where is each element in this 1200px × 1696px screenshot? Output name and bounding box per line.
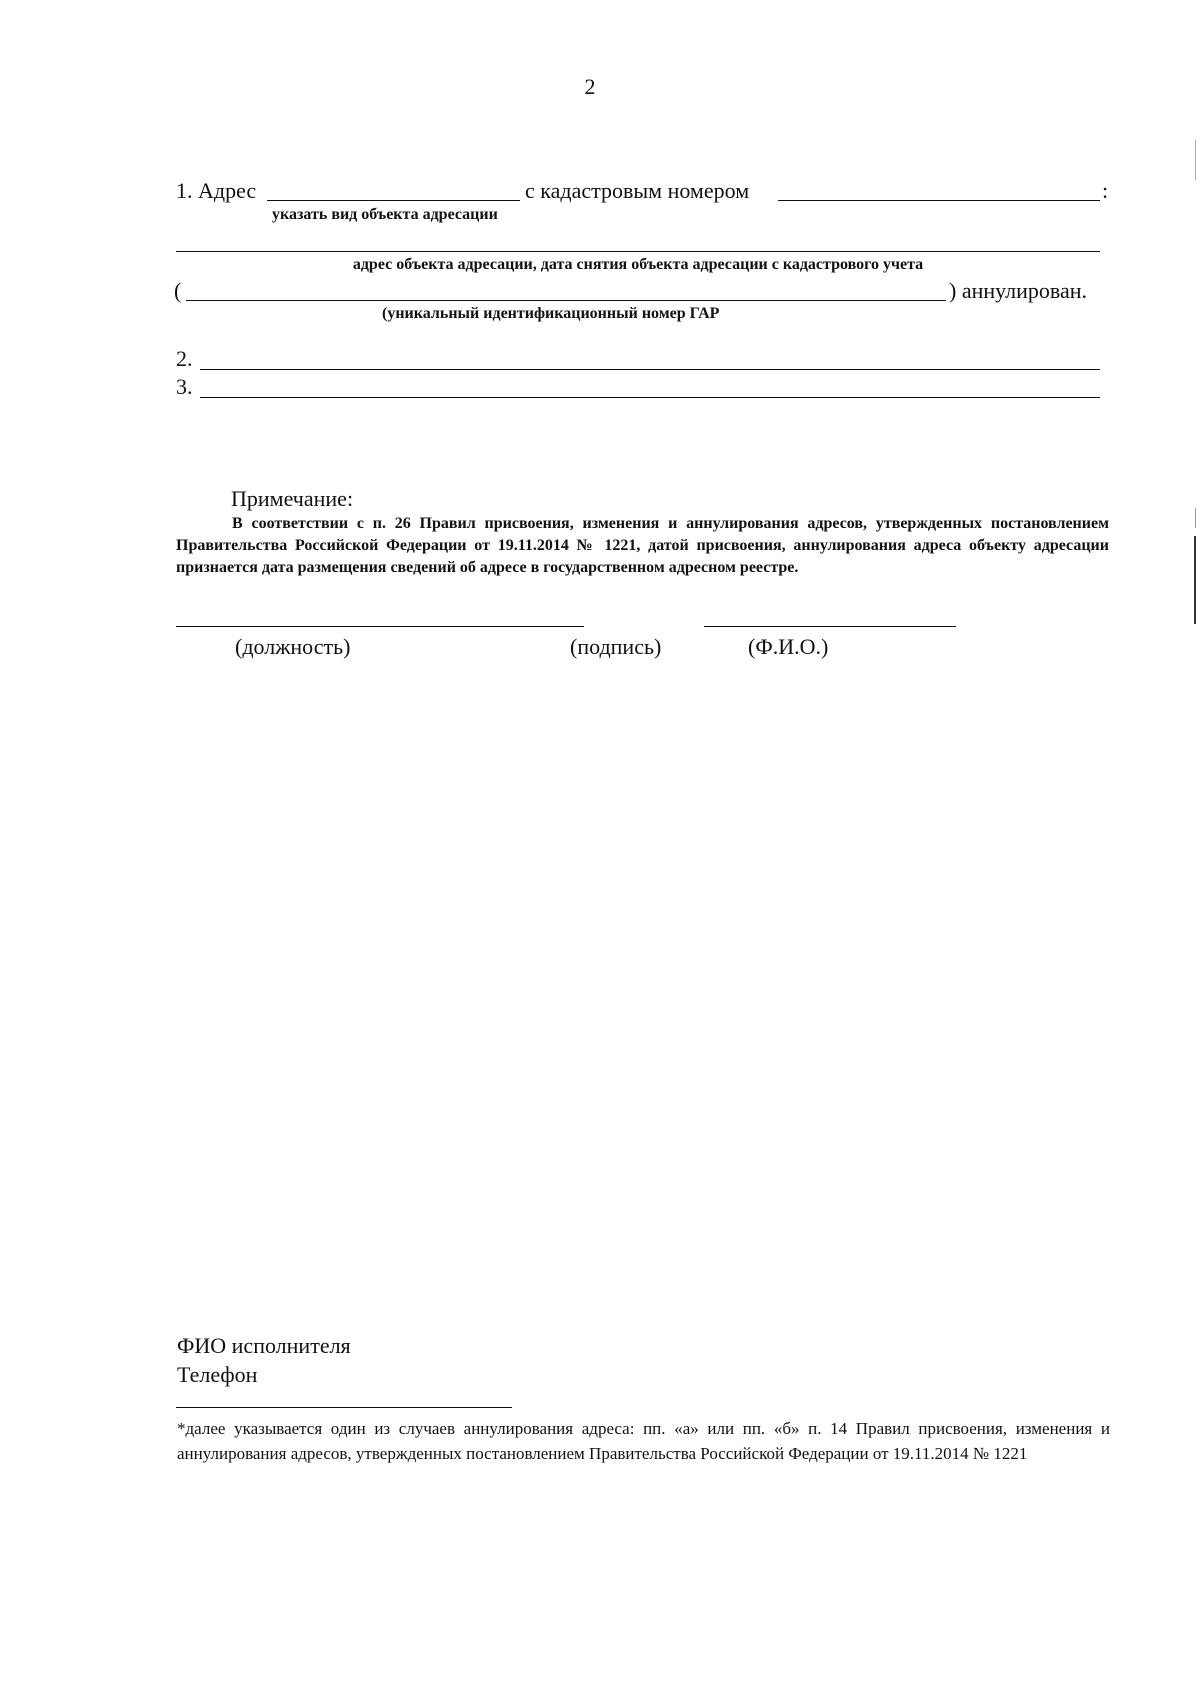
position-caption: (должность)	[235, 634, 351, 659]
item3-label: 3.	[176, 374, 193, 399]
item1-colon: :	[1102, 178, 1109, 203]
gar-hint: (уникальный идентификационный номер ГАР	[382, 305, 720, 322]
executor-phone: Телефон	[177, 1362, 258, 1387]
kadastr-label: с кадастровым номером	[525, 178, 750, 203]
item2-field[interactable]	[200, 369, 1100, 370]
name-caption: (Ф.И.О.)	[748, 634, 829, 659]
name-field[interactable]	[704, 626, 956, 627]
footnote-star: *	[177, 1419, 186, 1438]
position-field[interactable]	[176, 626, 584, 627]
item2-label: 2.	[176, 346, 193, 371]
annulled-text: ) аннулирован.	[949, 278, 1088, 303]
scan-artifact-bar	[1194, 536, 1196, 624]
note-title: Примечание:	[231, 486, 354, 511]
scan-artifact-mid	[1195, 508, 1196, 528]
note-text: В соответствии с п. 26 Правил присвоения, изменения и аннулирования адресов, утвержденных постановлением Правительства Российской Федерации от 19.11.2014 № 1221, датой присвоения, аннулирования адреса объекту адресации признается дата размещения сведений об адресе в государственном адресном реестре.	[176, 515, 1109, 576]
object-type-hint: указать вид объекта адресации	[272, 206, 498, 223]
address-field[interactable]	[176, 251, 1100, 252]
object-type-field[interactable]	[267, 200, 520, 201]
footnote-text: далее указывается один из случаев аннулирования адреса: пп. «а» или пп. «б» п. 14 Правил присвоения, изменения и аннулирования адресов, утвержденных постановлением Правительства Российской Федерации от 19.11.2014 № 1221	[177, 1419, 1110, 1463]
item3-field[interactable]	[200, 397, 1100, 398]
open-paren: (	[174, 278, 182, 303]
signature-caption: (подпись)	[570, 634, 662, 659]
address-hint: адрес объекта адресации, дата снятия объекта адресации с кадастрового учета	[352, 256, 924, 273]
kadastr-number-field[interactable]	[778, 200, 1100, 201]
item1-label: 1. Адрес	[176, 178, 257, 203]
gar-id-field[interactable]	[186, 300, 946, 301]
scan-artifact-top	[1195, 140, 1196, 180]
executor-fio: ФИО исполнителя	[177, 1333, 351, 1358]
page-number: 2	[584, 74, 596, 99]
footnote	[177, 1416, 1110, 1466]
footnote-separator	[176, 1407, 512, 1408]
